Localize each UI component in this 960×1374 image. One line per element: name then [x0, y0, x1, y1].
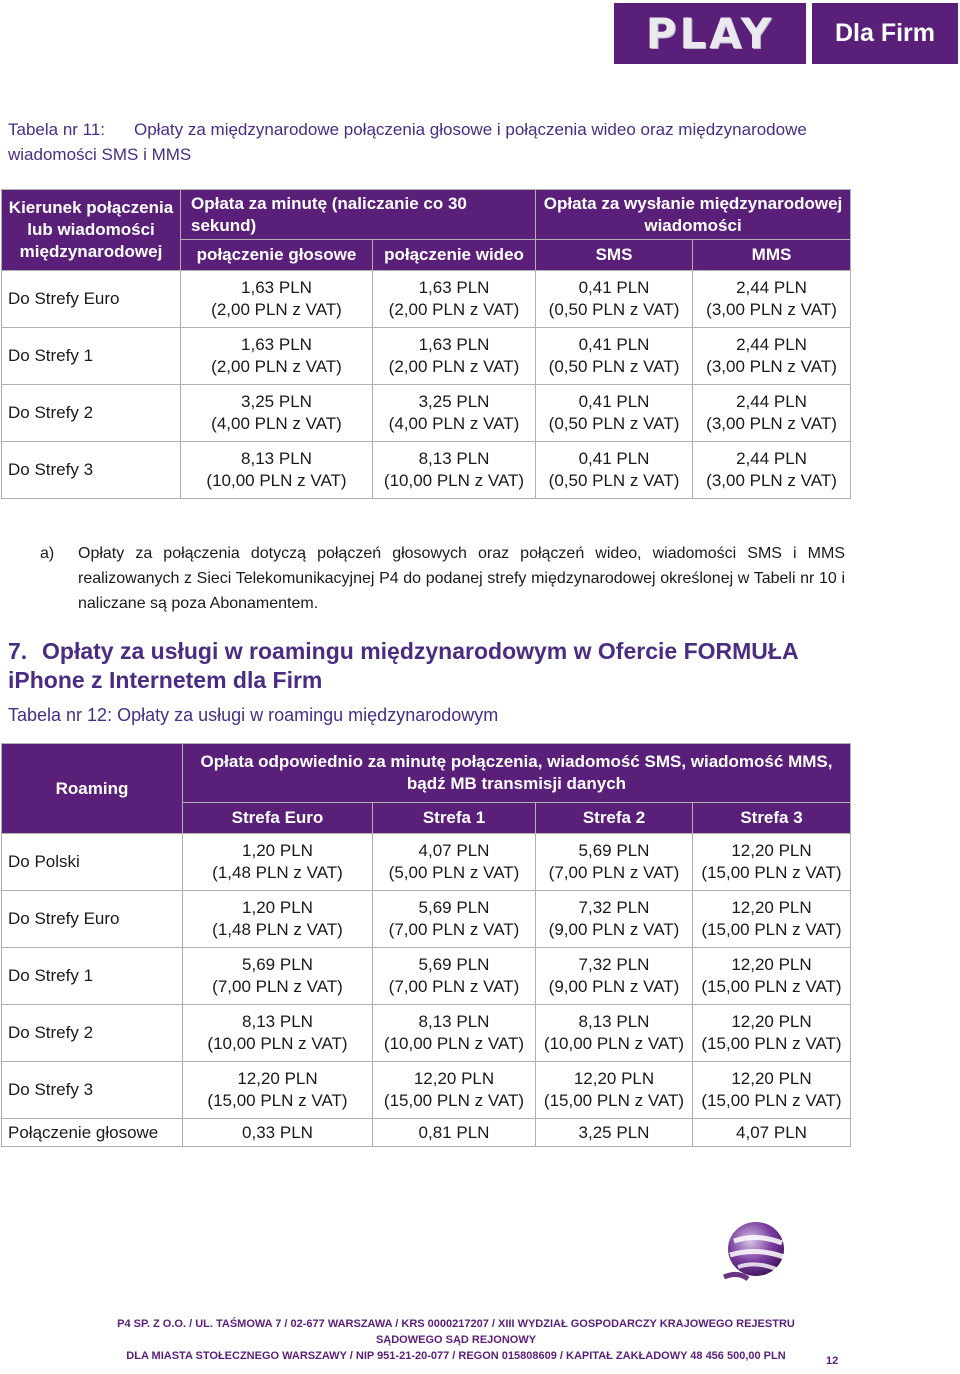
- table-row: [2, 1062, 851, 1119]
- gross-price: (5,00 PLN z VAT): [388, 863, 520, 882]
- zone-2-price-cell: [536, 1005, 693, 1062]
- per-message-header: Opłata za wysłanie międzynarodowej wiadomości: [536, 190, 851, 240]
- zone-2-price-cell: [536, 834, 693, 891]
- incoming-zone-3-price: 4,07 PLN: [693, 1119, 851, 1147]
- incoming-zone-euro-price: 0,33 PLN: [183, 1119, 373, 1147]
- destination-label: Do Strefy Euro: [2, 891, 183, 948]
- destination-label: Do Strefy 1: [2, 948, 183, 1005]
- net-price: 1,20 PLN: [242, 841, 313, 860]
- zone-2-price-cell: [536, 891, 693, 948]
- net-price: 7,32 PLN: [578, 955, 650, 974]
- zone-1-header: Strefa 1: [373, 803, 536, 834]
- gross-price: (1,48 PLN z VAT): [212, 863, 343, 882]
- incoming-zone-1-price: 0,81 PLN: [373, 1119, 536, 1147]
- gross-price: (9,00 PLN z VAT): [548, 977, 680, 996]
- zone-euro-price-cell: [183, 1062, 373, 1119]
- net-price: 8,13 PLN: [578, 1012, 650, 1031]
- incoming-call-label: Połączenie głosowe: [2, 1119, 183, 1147]
- gross-price: (7,00 PLN z VAT): [548, 863, 680, 882]
- gross-price: (4,00 PLN z VAT): [211, 414, 342, 433]
- table11-caption-text: Opłaty za międzynarodowe połączenia głosowe i połączenia wideo oraz międzynarodowe wiadomości SMS i MMS: [8, 120, 807, 164]
- footnote-text: Opłaty za połączenia dotyczą połączeń głosowych oraz połączeń wideo, wiadomości SMS i MMS realizowanych z Sieci Telekomunikacyjnej P4 do podanej strefy międzynarodowej określonej w Tabeli nr 10 i naliczane są poza Abonamentem.: [78, 545, 845, 612]
- zone-label: Do Strefy Euro: [2, 271, 181, 328]
- gross-price: (1,48 PLN z VAT): [212, 920, 343, 939]
- net-price: 12,20 PLN: [731, 955, 812, 974]
- zone-euro-price-cell: [183, 1005, 373, 1062]
- footer-line-2: DLA MIASTA STOŁECZNEGO WARSZAWY / NIP 951-21-20-077 / REGON 015808609 / KAPITAŁ ZAKŁADOWY 48 456 500,00 PLN: [126, 1350, 786, 1362]
- mms-price-cell: [693, 442, 851, 499]
- gross-price: (7,00 PLN z VAT): [388, 920, 520, 939]
- net-price: 2,44 PLN: [736, 335, 807, 354]
- net-price: 1,63 PLN: [418, 335, 490, 354]
- zone-3-header: Strefa 3: [693, 803, 851, 834]
- destination-label: Do Polski: [2, 834, 183, 891]
- section-number: 7.: [8, 638, 28, 664]
- table-row: [2, 891, 851, 948]
- mms-price-cell: [693, 385, 851, 442]
- net-price: 12,20 PLN: [731, 898, 812, 917]
- sms-price-cell: [536, 328, 693, 385]
- zone-3-price-cell: [693, 891, 851, 948]
- per-minute-header: Opłata za minutę (naliczanie co 30 sekund): [181, 190, 536, 240]
- net-price: 0,41 PLN: [578, 449, 650, 468]
- zone-label: Do Strefy 1: [2, 328, 181, 385]
- zone-1-price-cell: [373, 948, 536, 1005]
- zone-2-header: Strefa 2: [536, 803, 693, 834]
- gross-price: (0,50 PLN z VAT): [548, 300, 680, 319]
- zone-euro-price-cell: [183, 891, 373, 948]
- net-price: 4,07 PLN: [418, 841, 490, 860]
- gross-price: (2,00 PLN z VAT): [211, 300, 342, 319]
- company-footer: [96, 1316, 816, 1364]
- gross-price: (4,00 PLN z VAT): [388, 414, 520, 433]
- gross-price: (3,00 PLN z VAT): [706, 357, 837, 376]
- mms-price-cell: [693, 328, 851, 385]
- table-row: [2, 948, 851, 1005]
- zone-3-price-cell: [693, 948, 851, 1005]
- net-price: 5,69 PLN: [418, 898, 490, 917]
- gross-price: (3,00 PLN z VAT): [706, 471, 837, 490]
- direction-header: Kierunek połączenia lub wiadomości międzynarodowej: [2, 190, 181, 271]
- net-price: 12,20 PLN: [413, 1069, 495, 1088]
- zone-2-price-cell: [536, 948, 693, 1005]
- zone-2-price-cell: [536, 1062, 693, 1119]
- zone-3-price-cell: [693, 1062, 851, 1119]
- gross-price: (0,50 PLN z VAT): [548, 357, 680, 376]
- table11-caption: [8, 117, 848, 167]
- gross-price: (10,00 PLN z VAT): [206, 471, 347, 490]
- gross-price: (2,00 PLN z VAT): [211, 357, 342, 376]
- gross-price: (10,00 PLN z VAT): [383, 471, 525, 490]
- sms-price-cell: [536, 385, 693, 442]
- destination-label: Do Strefy 3: [2, 1062, 183, 1119]
- international-calls-table: [1, 189, 851, 499]
- play-p-logo: [716, 1213, 790, 1287]
- table12-caption: Tabela nr 12: Opłaty za usługi w roamingu międzynarodowym: [8, 705, 499, 725]
- table-row: [2, 834, 851, 891]
- gross-price: (0,50 PLN z VAT): [548, 471, 680, 490]
- net-price: 2,44 PLN: [736, 278, 807, 297]
- play-logo: [614, 3, 806, 64]
- gross-price: (10,00 PLN z VAT): [543, 1034, 685, 1053]
- gross-price: (3,00 PLN z VAT): [706, 300, 837, 319]
- gross-price: (15,00 PLN z VAT): [701, 1091, 842, 1110]
- incoming-zone-2-price: 3,25 PLN: [536, 1119, 693, 1147]
- net-price: 12,20 PLN: [731, 1069, 812, 1088]
- voice-price-cell: [181, 328, 373, 385]
- footnote-a: [40, 541, 845, 616]
- section-heading: [8, 637, 848, 695]
- net-price: 0,41 PLN: [578, 335, 650, 354]
- gross-price: (7,00 PLN z VAT): [212, 977, 343, 996]
- roaming-table: [1, 743, 851, 1147]
- net-price: 8,13 PLN: [418, 1012, 490, 1031]
- zone-euro-header: Strefa Euro: [183, 803, 373, 834]
- zone-1-price-cell: [373, 891, 536, 948]
- table-row: [2, 442, 851, 499]
- net-price: 8,13 PLN: [418, 449, 490, 468]
- dla-firm-text: Dla Firm: [834, 19, 936, 47]
- net-price: 2,44 PLN: [736, 392, 807, 411]
- zone-euro-price-cell: [183, 834, 373, 891]
- table-row: [2, 1005, 851, 1062]
- gross-price: (15,00 PLN z VAT): [383, 1091, 525, 1110]
- fee-header: Opłata odpowiednio za minutę połączenia, wiadomość SMS, wiadomość MMS, bądź MB transmisji danych: [183, 744, 851, 803]
- play-logo-text: PLAY: [645, 9, 775, 58]
- net-price: 1,63 PLN: [418, 278, 490, 297]
- table-row: [2, 271, 851, 328]
- table11-caption-number: Tabela nr 11:: [8, 120, 106, 139]
- zone-1-price-cell: [373, 834, 536, 891]
- gross-price: (2,00 PLN z VAT): [388, 357, 520, 376]
- video-price-cell: [373, 271, 536, 328]
- zone-label: Do Strefy 3: [2, 442, 181, 499]
- dla-firm-badge: [812, 3, 958, 64]
- gross-price: (0,50 PLN z VAT): [548, 414, 680, 433]
- sms-price-cell: [536, 271, 693, 328]
- gross-price: (9,00 PLN z VAT): [548, 920, 680, 939]
- table-row: [2, 385, 851, 442]
- footer-line-1: P4 SP. Z O.O. / UL. TAŚMOWA 7 / 02-677 WARSZAWA / KRS 0000217207 / XIII WYDZIAŁ GOSPODARCZY KRAJOWEGO REJESTRU SĄDOWEGO SĄD REJONOWY: [117, 1318, 795, 1346]
- gross-price: (10,00 PLN z VAT): [383, 1034, 525, 1053]
- footnote-marker: a): [40, 545, 55, 562]
- section-title: Opłaty za usługi w roamingu międzynarodowym w Ofercie FORMUŁA iPhone z Internetem dla Firm: [8, 638, 798, 693]
- gross-price: (7,00 PLN z VAT): [388, 977, 520, 996]
- voice-call-header: połączenie głosowe: [181, 240, 373, 271]
- table-row: [2, 328, 851, 385]
- net-price: 3,25 PLN: [418, 392, 490, 411]
- voice-price-cell: [181, 385, 373, 442]
- gross-price: (15,00 PLN z VAT): [543, 1091, 685, 1110]
- net-price: 2,44 PLN: [736, 449, 807, 468]
- zone-3-price-cell: [693, 1005, 851, 1062]
- net-price: 0,41 PLN: [578, 278, 650, 297]
- net-price: 1,20 PLN: [242, 898, 313, 917]
- zone-3-price-cell: [693, 834, 851, 891]
- net-price: 3,25 PLN: [241, 392, 312, 411]
- zone-1-price-cell: [373, 1062, 536, 1119]
- mms-price-cell: [693, 271, 851, 328]
- net-price: 12,20 PLN: [731, 1012, 812, 1031]
- video-price-cell: [373, 385, 536, 442]
- net-price: 5,69 PLN: [418, 955, 490, 974]
- net-price: 12,20 PLN: [731, 841, 812, 860]
- net-price: 8,13 PLN: [242, 1012, 313, 1031]
- net-price: 5,69 PLN: [242, 955, 313, 974]
- net-price: 7,32 PLN: [578, 898, 650, 917]
- net-price: 8,13 PLN: [241, 449, 312, 468]
- zone-label: Do Strefy 2: [2, 385, 181, 442]
- zone-1-price-cell: [373, 1005, 536, 1062]
- net-price: 1,63 PLN: [241, 278, 312, 297]
- gross-price: (15,00 PLN z VAT): [701, 977, 842, 996]
- gross-price: (3,00 PLN z VAT): [706, 414, 837, 433]
- zone-euro-price-cell: [183, 948, 373, 1005]
- roaming-header: Roaming: [2, 744, 183, 834]
- net-price: 12,20 PLN: [237, 1069, 318, 1088]
- gross-price: (15,00 PLN z VAT): [207, 1091, 348, 1110]
- gross-price: (15,00 PLN z VAT): [701, 863, 842, 882]
- net-price: 1,63 PLN: [241, 335, 312, 354]
- table-row: [2, 1119, 851, 1147]
- mms-header: MMS: [693, 240, 851, 271]
- video-call-header: połączenie wideo: [373, 240, 536, 271]
- video-price-cell: [373, 328, 536, 385]
- page-number: 12: [826, 1355, 839, 1367]
- gross-price: (15,00 PLN z VAT): [701, 920, 842, 939]
- destination-label: Do Strefy 2: [2, 1005, 183, 1062]
- video-price-cell: [373, 442, 536, 499]
- sms-price-cell: [536, 442, 693, 499]
- voice-price-cell: [181, 271, 373, 328]
- gross-price: (10,00 PLN z VAT): [207, 1034, 348, 1053]
- sms-header: SMS: [536, 240, 693, 271]
- voice-price-cell: [181, 442, 373, 499]
- net-price: 0,41 PLN: [578, 392, 650, 411]
- gross-price: (15,00 PLN z VAT): [701, 1034, 842, 1053]
- net-price: 5,69 PLN: [578, 841, 650, 860]
- gross-price: (2,00 PLN z VAT): [388, 300, 520, 319]
- net-price: 12,20 PLN: [573, 1069, 655, 1088]
